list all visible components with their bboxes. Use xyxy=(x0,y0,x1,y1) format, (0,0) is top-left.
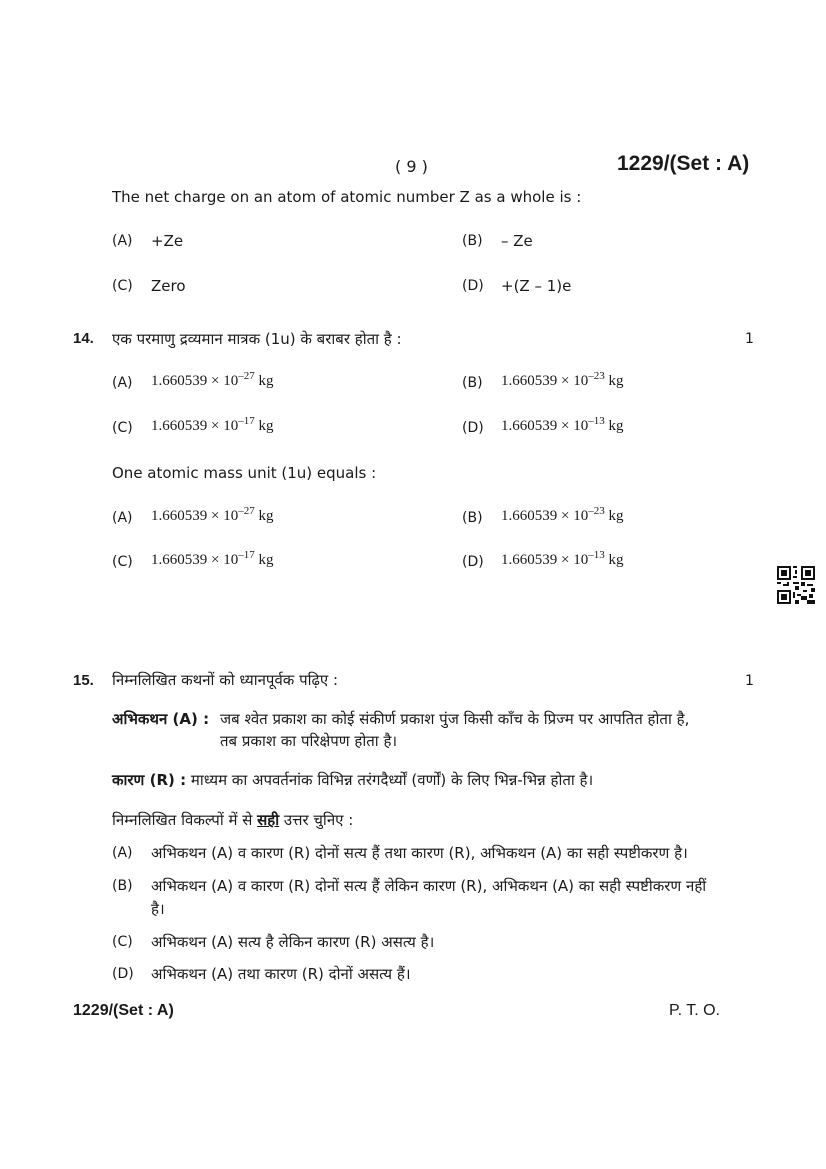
q14-option-value: $1.660539 \times 10^{-27}$ kg xyxy=(151,370,274,389)
q14-option-value: $1.660539 \times 10^{-23}$ kg xyxy=(501,370,624,389)
reason-line xyxy=(112,770,593,790)
assertion-label: अभिकथन (A) : xyxy=(112,710,210,728)
q14-option-label: (B) xyxy=(462,375,483,391)
q14-option-value: $1.660539 \times 10^{-13}$ kg xyxy=(501,549,624,568)
q15-option-text: अभिकथन (A) व कारण (R) दोनों सत्य हैं लेकिन कारण (R), अभिकथन (A) का सही स्पष्टीकरण नहीं xyxy=(151,877,707,895)
q13-option-text: +(Z – 1)e xyxy=(501,277,572,295)
choose-emphasis: सही xyxy=(257,811,280,829)
q15-option-label: (C) xyxy=(112,934,133,950)
qr-code-icon xyxy=(777,566,815,604)
q14-option-label: (B) xyxy=(462,510,483,526)
assertion-text: जब श्वेत प्रकाश का कोई संकीर्ण प्रकाश पुंज किसी काँच के प्रिज्म पर आपतित होता है, xyxy=(220,710,690,728)
reason-label: कारण (R) : xyxy=(112,771,187,789)
q14-option-value: $1.660539 \times 10^{-13}$ kg xyxy=(501,415,624,434)
choose-instruction: निम्नलिखित विकल्पों में से सही उत्तर चुनिए : xyxy=(112,811,354,829)
q15-option-text: अभिकथन (A) तथा कारण (R) दोनों असत्य हैं। xyxy=(151,965,411,983)
paper-code-footer: 1229/(Set : A) xyxy=(73,1002,174,1019)
q15-option-text: अभिकथन (A) सत्य है लेकिन कारण (R) असत्य है। xyxy=(151,933,435,951)
q14-stem-en: One atomic mass unit (1u) equals : xyxy=(112,464,377,482)
q14-option-label: (A) xyxy=(112,375,133,391)
q15-option-label: (D) xyxy=(112,966,134,982)
q14-option-value: $1.660539 \times 10^{-23}$ kg xyxy=(501,505,624,524)
q15-option-text: अभिकथन (A) व कारण (R) दोनों सत्य हैं तथा कारण (R), अभिकथन (A) का सही स्पष्टीकरण है। xyxy=(151,844,688,862)
q15-stem: निम्नलिखित कथनों को ध्यानपूर्वक पढ़िए : xyxy=(112,671,339,689)
q14-option-label: (D) xyxy=(462,554,484,570)
q14-stem-hi: एक परमाणु द्रव्यमान मात्रक (1u) के बराबर होता है : xyxy=(112,330,402,348)
q14-option-value: $1.660539 \times 10^{-17}$ kg xyxy=(151,549,274,568)
q14-option-label: (D) xyxy=(462,420,484,436)
q13-option-label: (A) xyxy=(112,233,133,249)
q14-marks: 1 xyxy=(745,331,754,347)
q14-number: 14. xyxy=(73,330,94,347)
q15-option-label: (A) xyxy=(112,845,133,861)
q15-marks: 1 xyxy=(745,673,754,689)
assertion-text-cont: तब प्रकाश का परिक्षेपण होता है। xyxy=(220,732,398,750)
q15-option-label: (B) xyxy=(112,878,133,894)
q13-option-text: – Ze xyxy=(501,232,533,250)
q13-option-text: Zero xyxy=(151,277,186,295)
page-number: ( 9 ) xyxy=(395,157,428,176)
q13-option-label: (D) xyxy=(462,278,484,294)
q13-option-label: (C) xyxy=(112,278,133,294)
q13-option-text: +Ze xyxy=(151,232,184,250)
q13-option-label: (B) xyxy=(462,233,483,249)
q15-number: 15. xyxy=(73,672,94,689)
q14-option-label: (A) xyxy=(112,510,133,526)
q14-option-label: (C) xyxy=(112,420,133,436)
reason-text: माध्यम का अपवर्तनांक विभिन्न तरंगदैर्ध्यों (वर्णों) के लिए भिन्न-भिन्न होता है। xyxy=(190,771,594,789)
paper-code-header: 1229/(Set : A) xyxy=(617,152,750,175)
q14-option-value: $1.660539 \times 10^{-17}$ kg xyxy=(151,415,274,434)
q14-option-label: (C) xyxy=(112,554,133,570)
pto-label: P. T. O. xyxy=(669,1002,720,1019)
q15-option-text-cont: है। xyxy=(151,900,165,918)
q14-option-value: $1.660539 \times 10^{-27}$ kg xyxy=(151,505,274,524)
q13-stem-en: The net charge on an atom of atomic number Z as a whole is : xyxy=(112,188,582,206)
